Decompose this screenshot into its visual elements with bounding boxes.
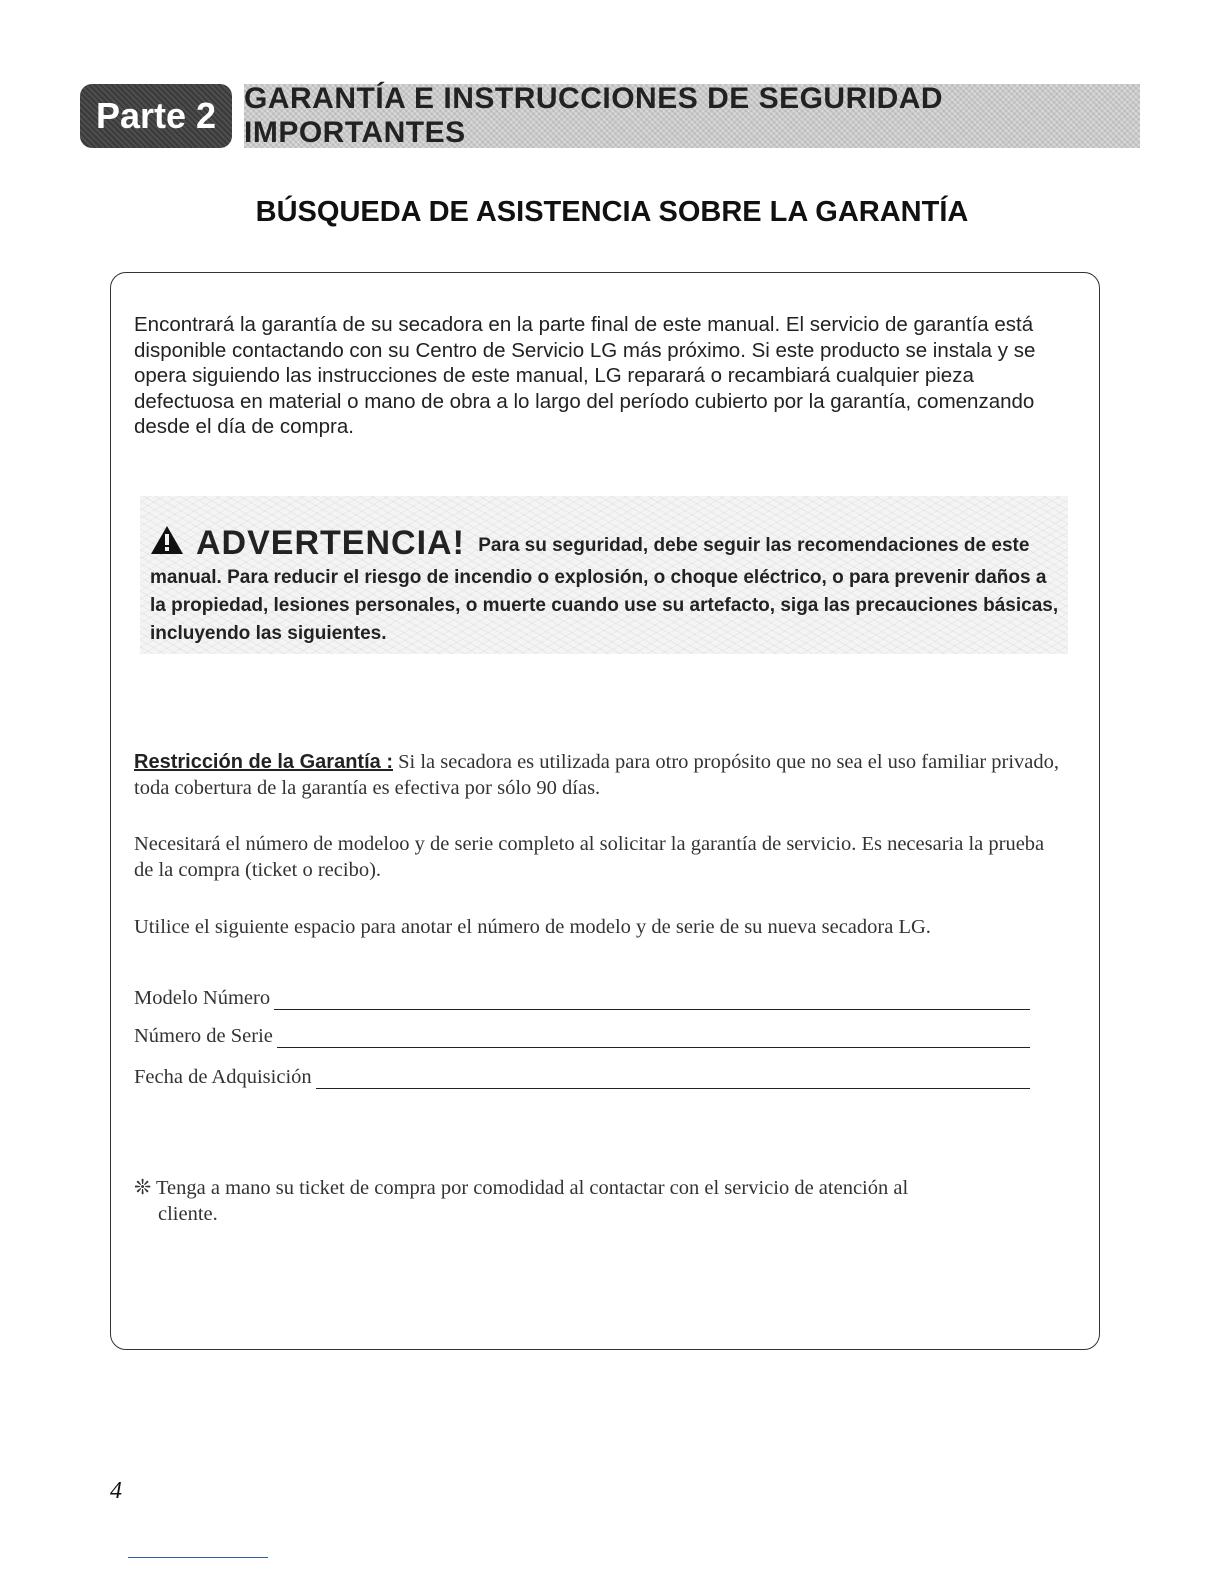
header-band bbox=[80, 84, 1140, 148]
page-number: 4 bbox=[110, 1478, 122, 1504]
serial-number-line bbox=[277, 1027, 1030, 1048]
warning-heading: ADVERTENCIA! bbox=[196, 524, 465, 562]
restriction-paragraph bbox=[134, 750, 1064, 801]
note-text: Tenga a mano su ticket de compra por comodidad al contactar con el servicio de atención al bbox=[155, 1177, 909, 1199]
model-number-line bbox=[274, 989, 1030, 1010]
space-paragraph: Utilice el siguiente espacio para anotar el número de modelo y de serie de su nueva secadora LG. bbox=[134, 916, 931, 938]
restriction-label: Restricción de la Garantía : bbox=[134, 751, 393, 773]
purchase-date-label: Fecha de Adquisición bbox=[134, 1066, 312, 1088]
note-symbol-icon: ❊ bbox=[134, 1177, 152, 1199]
section-title: BÚSQUEDA DE ASISTENCIA SOBRE LA GARANTÍA bbox=[255, 196, 969, 228]
restriction-text: Si la secadora es utilizada para otro propósito que no sea el uso familiar privado, toda cobertura de la garantía es efectiva por sólo 90 días. bbox=[134, 751, 1060, 799]
bottom-rule bbox=[128, 1557, 268, 1558]
note-text-cont: cliente. bbox=[158, 1202, 218, 1225]
receipt-note bbox=[134, 1176, 1014, 1227]
serial-number-label: Número de Serie bbox=[134, 1025, 273, 1047]
warning-block bbox=[150, 525, 1060, 648]
chapter-title: GARANTÍA E INSTRUCCIONES DE SEGURIDAD IMPORTANTES bbox=[244, 84, 1140, 148]
model-number-label: Modelo Número bbox=[134, 987, 271, 1009]
model-number-field bbox=[134, 982, 1030, 1010]
part-tab: Parte 2 bbox=[80, 84, 232, 148]
warning-text: Para su seguridad, debe seguir las recomendaciones de este manual. Para reducir el riesgo de incendio o explosión, o choque eléctrico, o para prevenir daños a la propiedad, lesiones personales, o muerte cuando use su artefacto, siga las precauciones básicas, incluyendo las siguientes. bbox=[150, 535, 1059, 644]
purchase-date-line bbox=[316, 1068, 1030, 1089]
serial-number-field bbox=[134, 1020, 1030, 1048]
serial-paragraph: Necesitará el número de modeloo y de serie completo al solicitar la garantía de servicio. Es necesaria la prueba de la compra (ticket o recibo). bbox=[134, 833, 1045, 881]
warning-triangle-icon bbox=[150, 525, 184, 564]
purchase-date-field bbox=[134, 1061, 1030, 1089]
intro-paragraph: Encontrará la garantía de su secadora en la parte final de este manual. El servicio de garantía está disponible contactando con su Centro de Servicio LG más próximo. Si este producto se instala y se opera siguiendo las instrucciones de este manual, LG reparará o recambiará cualquier pieza defectuosa en material o mano de obra a lo largo del período cubierto por la garantía, comenzando desde el día de compra. bbox=[134, 313, 1036, 438]
